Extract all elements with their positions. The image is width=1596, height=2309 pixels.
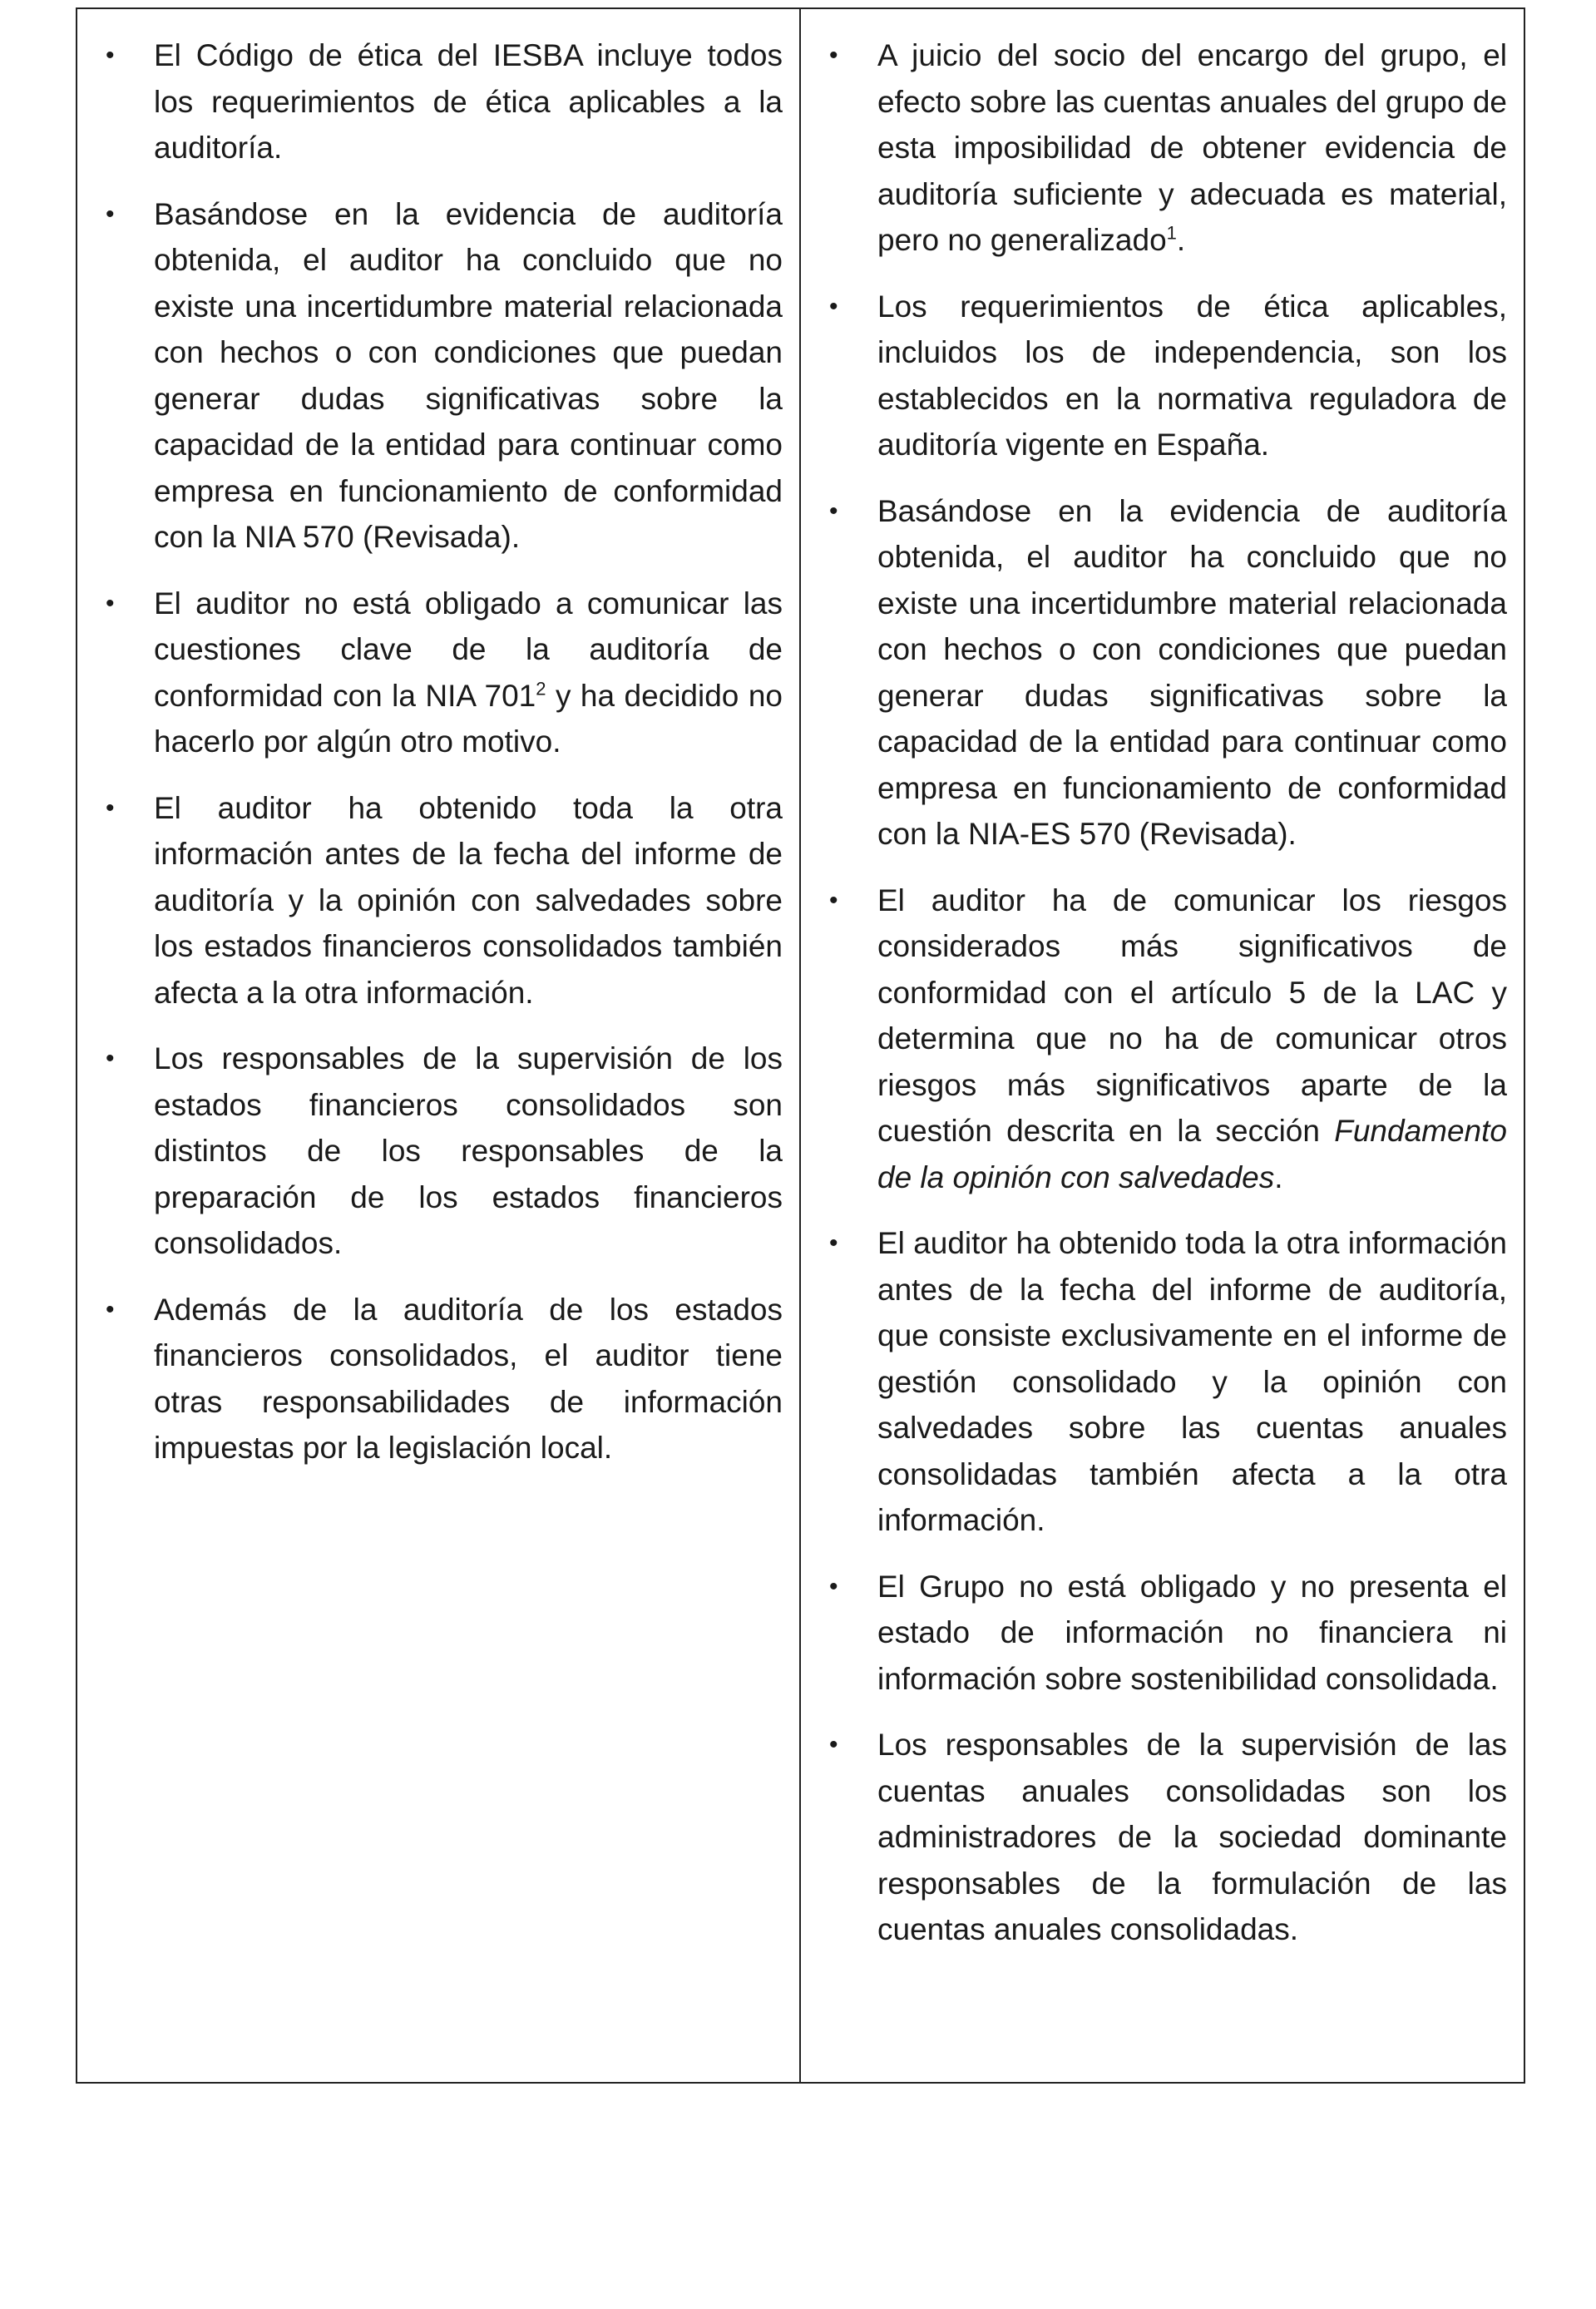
list-item — [106, 191, 783, 561]
list-item — [829, 1722, 1507, 1953]
item-text: El Código de ética del IESBA incluye todos los requerimientos de ética aplicables a la auditoría. — [154, 38, 783, 165]
right-bullet-list — [829, 32, 1507, 1953]
list-item — [829, 1564, 1507, 1703]
footnote-marker: 2 — [536, 678, 546, 700]
bullet-icon: • — [106, 42, 115, 69]
bullet-icon: • — [829, 497, 838, 525]
bullet-icon: • — [829, 1572, 838, 1600]
left-bullet-list — [106, 32, 783, 1471]
right-column — [801, 9, 1524, 2082]
bullet-icon: • — [829, 292, 838, 320]
bullet-icon: • — [106, 200, 115, 228]
list-item — [106, 1036, 783, 1267]
list-item — [106, 785, 783, 1016]
bullet-icon: • — [829, 42, 838, 69]
italic-text: Fundamento de la opinión con salvedades — [877, 1114, 1507, 1194]
bullet-icon: • — [106, 589, 115, 617]
item-text: El auditor ha de comunicar los riesgos considerados más significativos de conformidad con el artículo 5 de la LAC y determina que no ha de comunicar otros riesgos más significativos aparte de la cuestión descrita en la sección — [877, 883, 1507, 1148]
item-text: y ha decidido no hacerlo por algún otro motivo. — [154, 678, 783, 759]
item-text: . — [1176, 223, 1186, 257]
list-item — [829, 878, 1507, 1201]
list-item — [106, 32, 783, 171]
list-item — [829, 1220, 1507, 1544]
bullet-icon: • — [106, 794, 115, 822]
item-text: El Grupo no está obligado y no presenta el estado de información no financiera ni información sobre sostenibilidad consolidada. — [877, 1569, 1507, 1696]
list-item — [106, 581, 783, 765]
bullet-icon: • — [829, 1229, 838, 1257]
bullet-icon: • — [106, 1045, 115, 1072]
item-text: Los responsables de la supervisión de las cuentas anuales consolidadas son los administradores de la sociedad dominante responsables de la formulación de las cuentas anuales consolidadas. — [877, 1728, 1507, 1946]
item-text: Basándose en la evidencia de auditoría obtenida, el auditor ha concluido que no existe una incertidumbre material relacionada con hechos o con condiciones que puedan generar dudas significativas sobre la capacidad de la entidad para continuar como empresa en funcionamiento de conformidad con la NIA 570 (Revisada). — [154, 196, 783, 554]
item-text: A juicio del socio del encargo del grupo, el efecto sobre las cuentas anuales del grupo de esta imposibilidad de obtener evidencia de auditoría suficiente y adecuada es material, pero no generalizado — [877, 38, 1507, 257]
item-text: El auditor ha obtenido toda la otra información antes de la fecha del informe de auditoría y la opinión con salvedades sobre los estados financieros consolidados también afecta a la otra información. — [154, 790, 783, 1010]
item-text: . — [1274, 1159, 1283, 1194]
item-text: Además de la auditoría de los estados financieros consolidados, el auditor tiene otras responsabilidades de información impuestas por la legislación local. — [154, 1292, 783, 1465]
item-text: El auditor no está obligado a comunicar las cuestiones clave de la auditoría de conformidad con la NIA 701 — [154, 586, 783, 713]
item-text: El auditor ha obtenido toda la otra información antes de la fecha del informe de auditoría, que consiste exclusivamente en el informe de gestión consolidado y la opinión con salvedades sobre las cuentas anuales consolidadas también afecta a la otra información. — [877, 1226, 1507, 1537]
list-item — [829, 488, 1507, 858]
bullet-icon: • — [829, 1731, 838, 1758]
bullet-icon: • — [829, 886, 838, 914]
list-item — [106, 1287, 783, 1471]
list-item — [829, 32, 1507, 264]
comparison-table — [76, 7, 1525, 2084]
left-column — [77, 9, 801, 2082]
footnote-marker: 1 — [1166, 222, 1177, 244]
list-item — [829, 284, 1507, 468]
item-text: Basándose en la evidencia de auditoría obtenida, el auditor ha concluido que no existe una incertidumbre material relacionada con hechos o con condiciones que puedan generar dudas significativas sobre la capacidad de la entidad para continuar como empresa en funcionamiento de conformidad con la NIA-ES 570 (Revisada). — [877, 493, 1507, 851]
item-text: Los responsables de la supervisión de los estados financieros consolidados son distintos de los responsables de la preparación de los estados financieros consolidados. — [154, 1041, 783, 1260]
item-text: Los requerimientos de ética aplicables, incluidos los de independencia, son los establecidos en la normativa reguladora de auditoría vigente en España. — [877, 289, 1507, 462]
bullet-icon: • — [106, 1295, 115, 1323]
